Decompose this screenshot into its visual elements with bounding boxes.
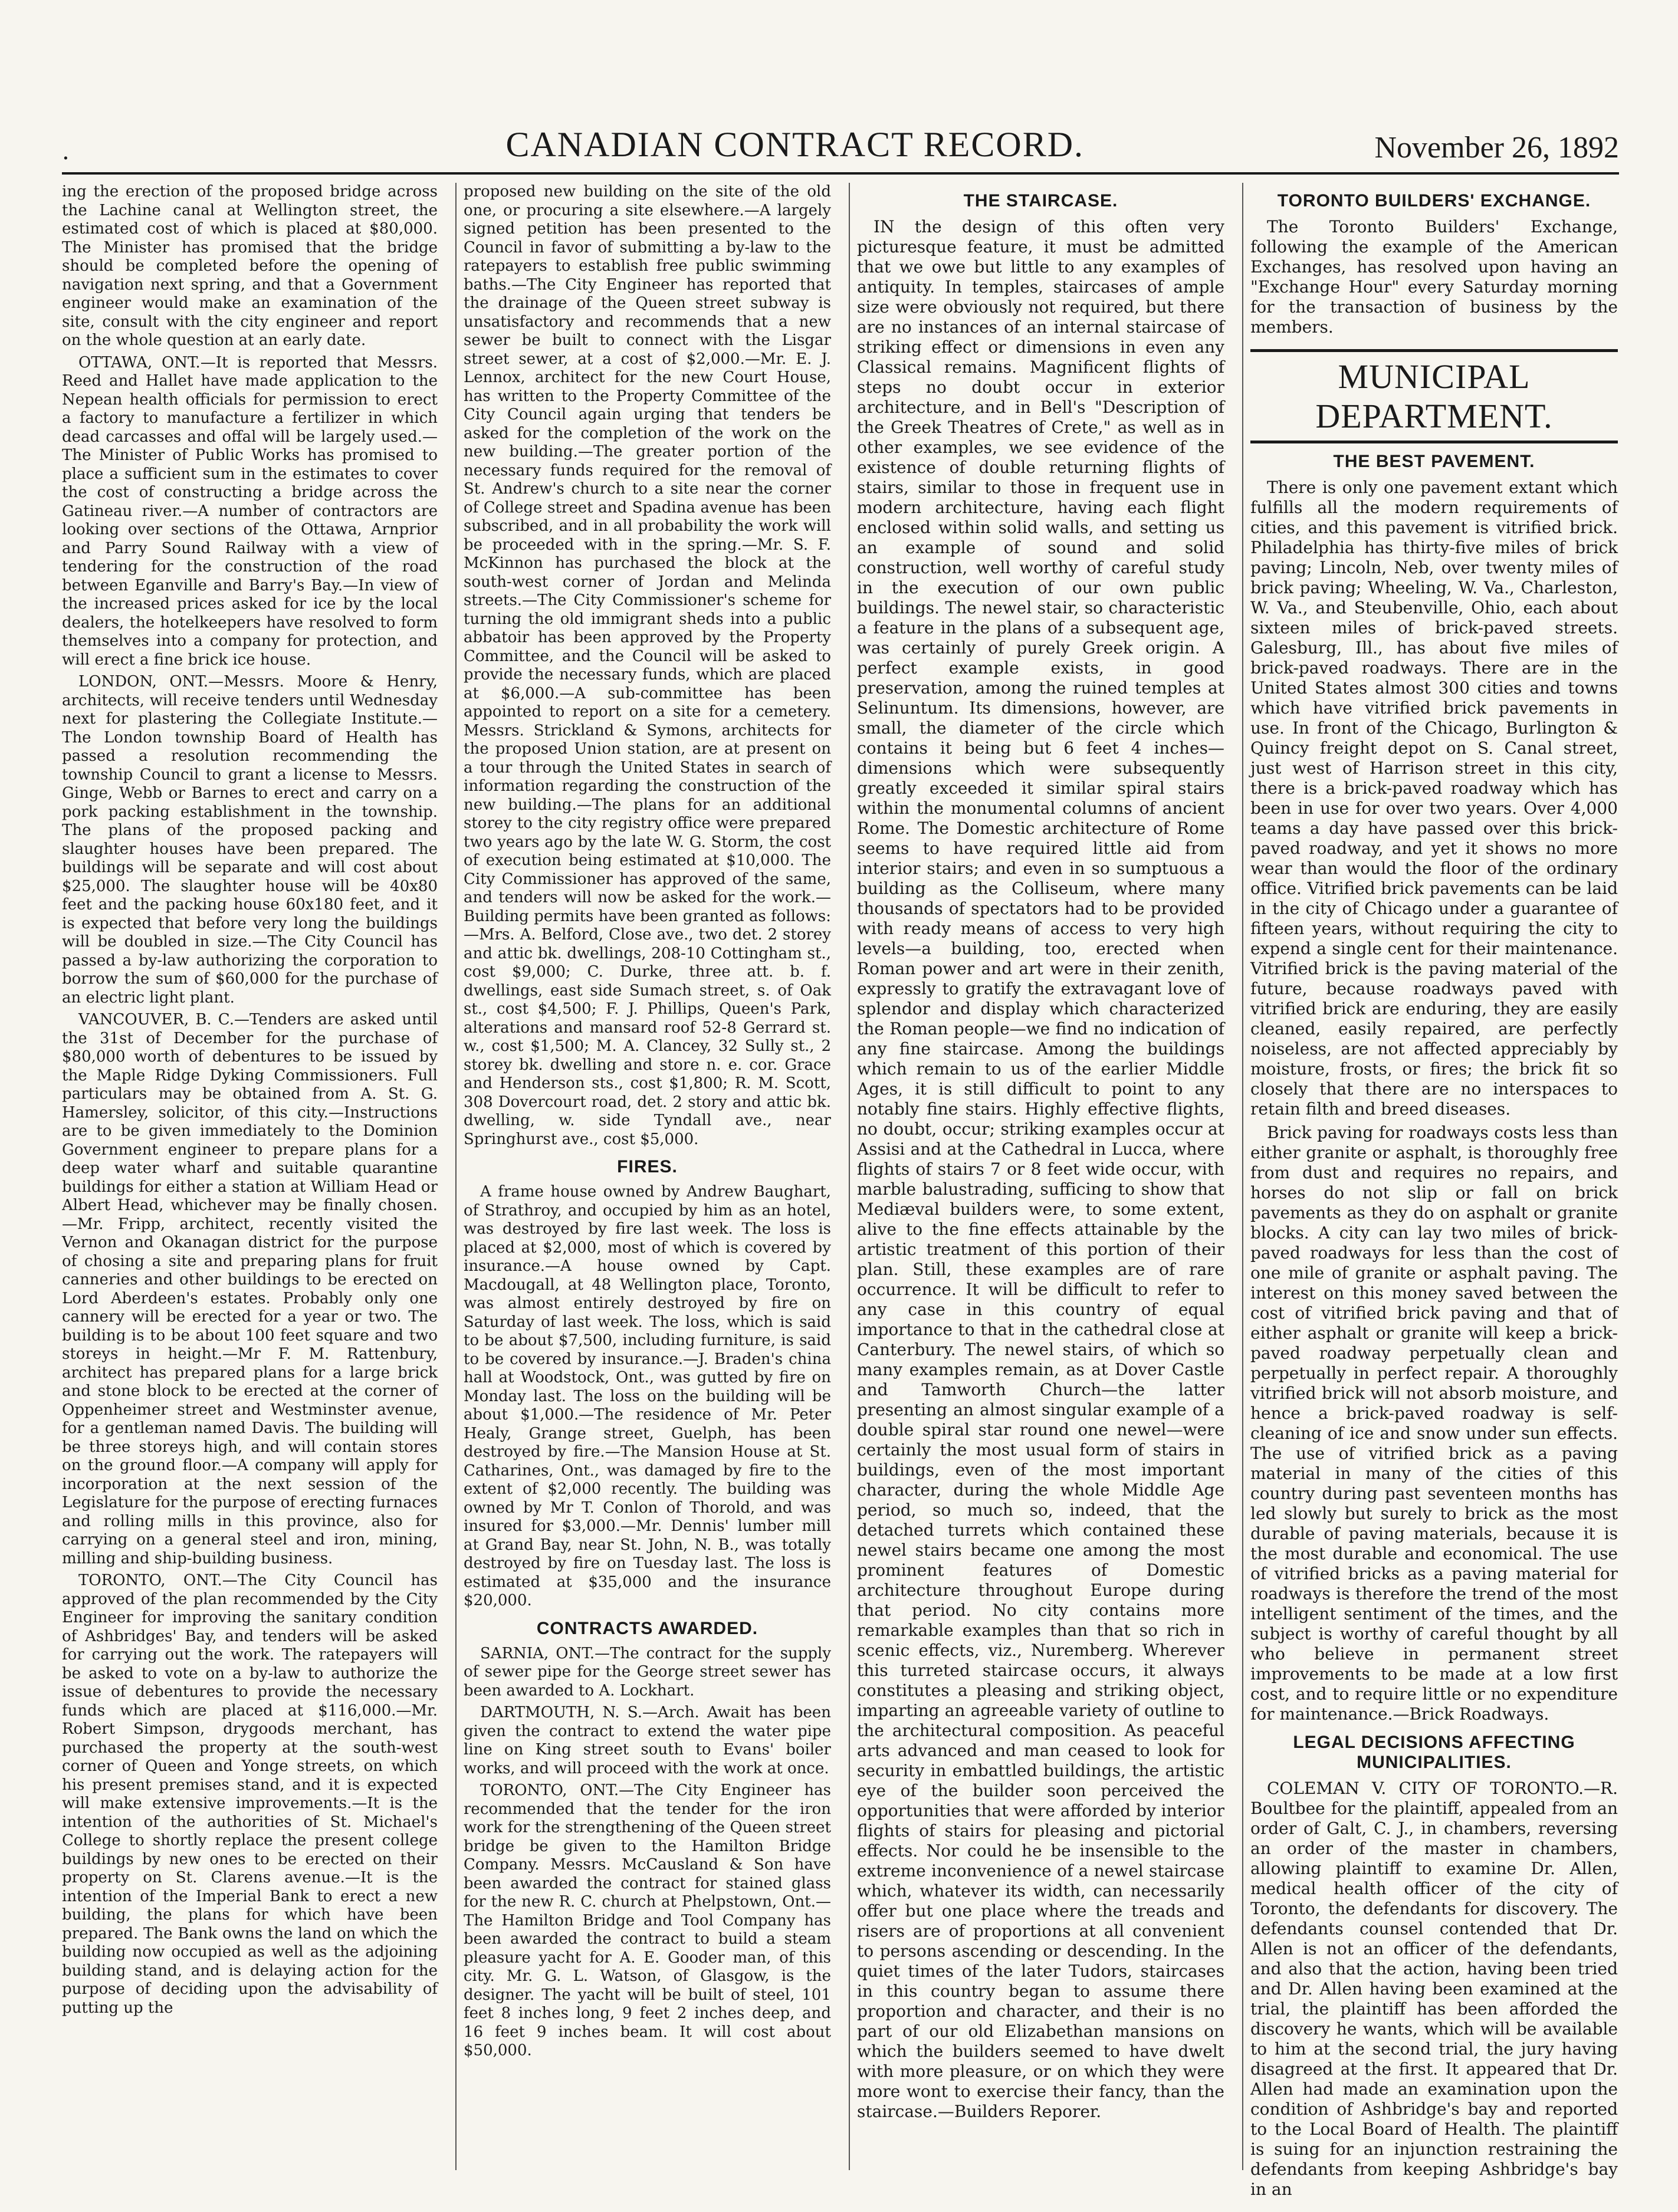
column-3 [849, 183, 1224, 2170]
article-paragraph [62, 354, 438, 670]
paragraph-text: The contract for the supply of sewer pipe for the George street sewer has been awarded to A. Lockhart. [464, 1644, 832, 1700]
article-paragraph [464, 1183, 831, 1610]
newspaper-page [62, 118, 1619, 2199]
department-banner: MUNICIPAL DEPARTMENT. [1250, 349, 1618, 443]
dateline: COLEMAN V. CITY OF TORONTO.— [1267, 1779, 1601, 1798]
paragraph-text: Arch. Await has been given the contract to extend the water pipe line on King street south to Evans' boiler works, and will proceed with the work at once. [464, 1704, 831, 1777]
masthead-dot: . [62, 138, 70, 165]
column-2 [455, 183, 831, 2170]
paragraph-text: ing the erection of the proposed bridge across the Lachine canal at Wellington street, the estimated cost of which is placed at $80,000. The Minister has promised that the bridge should be completed before the opening of navigation next spring, and that a Government engineer would make an examination of the site, consult with the city engineer and report on the whole question at an early date. [62, 183, 438, 349]
section-heading: FIRES. [617, 1157, 678, 1176]
section-heading: THE STAIRCASE. [963, 191, 1118, 211]
paragraph-text: It is reported that Messrs. Reed and Hallet have made application to the Nepean health officials for permission to erect a factory to manufacture a fertilizer in which dead carcasses and offal will be largely used.—The Minister of Public Works has promised to place a sufficient sum in the estimates to cover the cost of constructing a bridge across the Gatineau river.—A number of contractors are looking over sections of the Ottawa, Arnprior and Parry Sound Railway with a view of tendering for the construction of the road between Eganville and Barry's Bay.—In view of the increased prices asked for ice by the local dealers, the hotelkeepers have resolved to form themselves into a company for protection, and will erect a fine brick ice house. [62, 353, 438, 669]
dateline: TORONTO, ONT.— [480, 1782, 635, 1799]
section-heading: CONTRACTS AWARDED. [536, 1618, 758, 1638]
paragraph-text: The Toronto Builders' Exchange, following the example of the American Exchanges, has resolved upon having an "Exchange Hour" every Saturday morning for the transaction of business by the members. [1250, 217, 1618, 337]
paragraph-text: proposed new building on the site of the old one, or procuring a site elsewhere.—A largely signed petition has been presented to the Council in favor of submitting a by-law to the ratepayers to establish free public swimming baths.—The City Engineer has reported that the drainage of the Queen street subway is unsatisfactory and recommends that a new sewer be built to connect with the Lisgar street sewer, at a cost of $2,000.—Mr. E. J. Lennox, architect for the new Court House, has written to the Property Committee of the City Council again urging that tenders be asked for the completion of the work on the new building.—The greater portion of the necessary funds required for the removal of St. Andrew's church to a site near the corner of College street and Spadina avenue has been subscribed, and in all probability the work will be proceeded with in the spring.—Mr. S. F. McKinnon has purchased the block at the south-west corner of Jordan and Melinda streets.—The City Commissioner's scheme for turning the old immigrant sheds into a public abbatoir has been approved by the Property Committee, and the Council will be asked to provide the necessary funds, which are placed at $6,000.—A sub-committee has been appointed to report on a site for a cemetery. Messrs. Strickland & Symons, architects for the proposed Union station, are at present on a tour through the United States in search of information regarding the construction of the new building.—The plans for an additional storey to the city registry office were prepared two years ago by the late W. G. Storm, the cost of execution being estimated at $10,000. The City Commissioner has approved of the same, and tenders will now be asked for the work.—Building permits have been granted as follows:—Mrs. A. Belford, Close ave., two det. 2 storey and attic bk. dwellings, 208-10 Cottingham st., cost $9,000; C. Durke, three att. b. f. dwellings, east side Sumach street, s. of Oak st., cost $4,500; F. J. Phillips, Queen's Park, alterations and mansard roof 52-8 Gerrard st. w., cost $1,500; M. A. Clancey, 32 Sully st., 2 storey bk. dwelling and store n. e. cor. Grace and Henderson sts., cost $1,800; R. M. Scott, 308 Dovercourt road, det. 2 story and attic bk. dwelling, w. side Tyndall ave., near Springhurst ave., cost $5,000. [464, 183, 831, 1148]
masthead-rule [62, 172, 1619, 175]
paragraph-text: R. Boultbee for the plaintiff, appealed from an order of Galt, C. J., in chambers, reversing an order of the master in chambers, allowing plaintiff to examine Dr. Allen, medical health officer of the city of Toronto, the defendants for discovery. The defendants counsel contended that Dr. Allen is not an officer of the defendants, and also that the action, having been tried and Dr. Allen having been examined at the trial, the plaintiff has been afforded the discovery he wants, which will be available to him at the second trial, the jury having disagreed at the first. It appeared that Dr. Allen had made an examination upon the condition of Ashbridge's bay and reported to the Local Board of Health. The plaintiff is suing for an injunction restraining the defendants from keeping Ashbridge's bay in an [1250, 1779, 1618, 2199]
article-paragraph [857, 217, 1224, 2122]
dateline: DARTMOUTH, N. S.— [480, 1704, 658, 1721]
article-paragraph [1250, 217, 1618, 337]
paragraph-text: IN the design of this often very picturesque feature, it must be admitted that we owe but little to any examples of antiquity. In temples, staircases of ample size were obviously not required, but there are no instances of an internal staircase of striking effect or dimensions in even any Classical remains. Magnificent flights of steps no doubt occur in exterior architecture, and in Bell's "Description of the Greek Theatres of Crete," as well as in other examples, we see evidence of the existence of double returning flights of stairs, similar to those in frequent use in modern architecture, having each flight enclosed within solid walls, and setting us an example of sound and solid construction, well worthy of careful study in the execution of our own public buildings. The newel stair, so characteristic a feature in the plans of a subsequent age, was certainly of purely Greek origin. A perfect example exists, in good preservation, among the ruined temples at Selinuntum. Its dimensions, however, are small, the diameter of the circle which contains it being but 6 feet 4 inches—dimensions which were subsequently greatly exceeded it similar spiral stairs within the monumental columns of ancient Rome. The Domestic architecture of Rome seems to have required little aid from interior stairs; and even in so sumptuous a building as the Colliseum, where many thousands of spectators had to be provided with ready means of access to very high levels—a building, too, erected when Roman power and art were in their zenith, expressly to gratify the extravagant love of splendor and display which characterized the Roman people—we find no indication of any fine staircase. Among the buildings which remain to us of the earlier Middle Ages, it is still difficult to point to any notably fine stairs. Highly effective flights, no doubt, occur; striking examples occur at Assisi and at the Cathedral in Lucca, where flights of stairs 7 or 8 feet wide occur, with marble balustrading, sufficing to show that Mediæval builders were, to some extent, alive to the fine effects attainable by the artistic treatment of this portion of their plan. Still, these examples are of rare occurrence. It will be difficult to refer to any case in this country of equal importance to that in the cathedral close at Canterbury. The newel stairs, of which so many examples remain, as at Dover Castle and Tamworth Church—the latter presenting an almost singular example of a double spiral star round one newel—were certainly the most usual form of stairs in buildings, even of the most important character, during the whole Middle Age period, so much so, indeed, that the detached turrets which contained these newel stairs became one among the most prominent features of Domestic architecture throughout Europe during that period. No city contains more remarkable examples than that so rich in scenic effects, viz., Nuremberg. Wherever this turreted staircase occurs, it always constitutes a pleasing and striking object, imparting an agreeable variety of outline to the architectural composition. As peaceful arts advanced and man ceased to look for security in embattled buildings, the artistic eye of the builder soon perceived the opportunities that were afforded by interior flights of stairs for pleasing and pictorial effects. Nor could he be insensible to the extreme inconvenience of a newel staircase which, whatever its width, can necessarily offer but one place where the treads and risers are of proportions at all convenient to persons ascending or descending. In the quiet times of the later Tudors, staircases in this country began to assume there proportion and character, and their is no part of our old Elizabethan mansions on which the builders seemed to have dwelt with more pleasure, or on which they were more wont to exercise their fancy, than the staircase.—Builders Reporer. [857, 217, 1224, 2121]
paragraph-text: Tenders are asked until the 31st of December for the purchase of $80,000 worth of debentures to be issued by the Maple Ridge Dyking Commissioners. Full particulars may be obtained from A. St. G. Hamersley, solicitor, of this city.—Instructions are to be given immediately to the Dominion Government engineer to prepare plans for a deep water wharf and suitable quarantine buildings for either a station at William Head or Albert Head, whichever may be finally chosen.—Mr. Fripp, architect, recently visited the Vernon and Okanagan district for the purpose of chosing a site and preparing plans for fruit canneries and other buildings to be erected on Lord Aberdeen's estates. Probably only one cannery will be erected for a year or two. The building is to be about 100 feet square and two storeys in height.—Mr F. M. Rattenbury, architect has prepared plans for a large brick and stone block to be erected at the corner of Oppenheimer street and Westminster avenue, for a gentleman named Davis. The building will be three storeys high, and will contain stores on the ground floor.—A company will apply for incorporation at the next session of the Legislature for the purpose of erecting furnaces and rolling mills in this province, also for carrying on a general steel and iron, mining, milling and ship-building business. [62, 1011, 438, 1567]
masthead [62, 118, 1619, 165]
article-paragraph [464, 183, 831, 1149]
article-paragraph [62, 673, 438, 1007]
article-paragraph [1250, 478, 1618, 1119]
dateline: VANCOUVER, B. C.— [78, 1011, 250, 1028]
paragraph-text: There is only one pavement extant which fulfills all the modern requirements of cities, and this pavement is vitrified brick. Philadelphia has thirty-five miles of brick paving; Lincoln, Neb, over twenty miles of brick paving; Wheeling, W. Va., Charleston, W. Va., and Steubenville, Ohio, each about sixteen miles of brick-paved streets. Galesburg, Ill., has about five miles of brick-paved roadways. There are in the United States almost 300 cities and towns which have vitrified brick pavements in use. In front of the Chicago, Burlington & Quincy freight depot on S. Canal street, just west of Harrison street in this city, there is a brick-paved roadway which has been in use for over two years. Over 4,000 teams a day have passed over this brick-paved roadway, and yet it shows no more wear than would the floor of the ordinary office. Vitrified brick pavements can be laid in the city of Chicago under a guarantee of fifteen years, without requiring the city to expend a single cent for their maintenance. Vitrified brick is the paving material of the future, because roadways paved with vitrified brick are enduring, they are easily cleaned, easily repaired, are perfectly noiseless, are not affected appreciably by moisture, frosts, or fires; the brick fit so closely that there are no interspaces to retain filth and breed diseases. [1250, 478, 1618, 1119]
paragraph-text: Brick paving for roadways costs less than either granite or asphalt, is thoroughly free from dust and requires no repairs, and horses do not slip or fall on brick pavements as they do on asphalt or granite blocks. A city can lay two miles of brick-paved roadways for less than the cost of one mile of granite or asphalt paving. The interest on this money saved between the cost of vitrified brick paving and that of either asphalt or granite will keep a brick-paved roadway perpetually clean and perpetually in perfect repair. A thoroughly vitrified brick will not absorb moisture, and hence a brick-paved roadway is self-cleaning of ice and snow under sun effects. The use of vitrified brick as a paving material in many of the cities of this country during past seventeen months has led slowly but surely to brick as the most durable of paving materials, because it is the most durable and economical. The use of vitrified bricks as a paving material for roadways is therefore the trend of the most intelligent sentiment of the times, and the subject is worthy of careful thought by all who believe in permanent street improvements to be made at a low first cost, and to require little or no expenditure for maintenance.—Brick Roadways. [1250, 1123, 1618, 1724]
section-heading: TORONTO BUILDERS' EXCHANGE. [1277, 191, 1591, 211]
column-1 [62, 183, 438, 2170]
paragraph-text: The City Council has approved of the plan recommended by the City Engineer for improving the sanitary condition of Ashbridges' Bay, and tenders will be asked for carrying out the work. The ratepayers will be asked to vote on a by-law to authorize the issue of debentures to provide the necessary funds which are placed at $116,000.—Mr. Robert Simpson, drygoods merchant, has purchased the property at the south-west corner of Queen and Yonge streets, on which his present premises stand, and it is expected will make extensive improvements.—It is the intention of the authorities of St. Michael's College to shortly replace the present college buildings by new ones to be erected on their property on St. Clarens avenue.—It is the intention of the Imperial Bank to erect a new building, the plans for which have been prepared. The Bank owns the land on which the building now occupied as well as the adjoining building stand, and is delaying action for the purpose of deciding upon the advisability of putting up the [62, 1572, 438, 2017]
dateline: LONDON, ONT.— [78, 673, 224, 691]
article-paragraph [62, 1011, 438, 1568]
section-heading: THE BEST PAVEMENT. [1333, 452, 1535, 471]
article-paragraph [464, 1782, 831, 2060]
paragraph-text: A frame house owned by Andrew Baughart, of Strathroy, and occupied by him as an hotel, was destroyed by fire last week. The loss is placed at $2,000, most of which is covered by insurance.—A house owned by Capt. Macdougall, at 48 Wellington place, Toronto, was almost entirely destroyed by fire on Saturday of last week. The loss, which is said to be about $7,500, including furniture, is said to be covered by insurance.—J. Braden's china hall at Woodstock, Ont., was gutted by fire on Monday last. The loss on the building will be about $1,000.—The residence of Mr. Peter Healy, Grange street, Guelph, has been destroyed by fire.—The Mansion House at St. Catharines, Ont., was damaged by fire to the extent of $2,000 recently. The building was owned by Mr T. Conlon of Thorold, and was insured for $3,000.—Mr. Dennis' lumber mill at Grand Bay, near St. John, N. B., was totally destroyed by fire on Tuesday last. The loss is estimated at $35,000 and the insurance $20,000. [464, 1183, 831, 1609]
publication-title: CANADIAN CONTRACT RECORD. [505, 125, 1085, 164]
column-4 [1242, 183, 1618, 2199]
article-paragraph [1250, 1779, 1618, 2200]
article-paragraph [1250, 1123, 1618, 1724]
dateline: OTTAWA, ONT.— [78, 353, 216, 372]
paragraph-text: Messrs. Moore & Henry, architects, will receive tenders until Wednesday next for plastering the Collegiate Institute.—The London township Board of Health has passed a resolution recommending the township Council to grant a license to Messrs. Ginge, Webb or Barnes to erect and carry on a pork packing establishment in the township. The plans of the proposed packing and slaughter houses have been prepared. The buildings will be separate and will cost about $25,000. The slaughter house will be 40x80 feet and the packing house 60x180 feet, and it is expected that before very long the buildings will be doubled in size.—The City Council has passed a by-law authorizing the corporation to borrow the sum of $60,000 for the purchase of an electric light plant. [62, 673, 438, 1007]
article-paragraph [62, 183, 438, 350]
dateline: SARNIA, ONT.— [480, 1644, 610, 1662]
article-paragraph [464, 1645, 831, 1701]
paragraph-text: The City Engineer has recommended that the tender for the iron work for the strengthening of the Queen street bridge be given to the Hamilton Bridge Company. Messrs. McCausland & Son have been awarded the contract for stained glass for the new R. C. church at Phelpstown, Ont.—The Hamilton Bridge and Tool Company has been awarded the contract to build a steam pleasure yacht for A. E. Gooder man, of this city. Mr. G. L. Watson, of Glasgow, is the designer. The yacht will be built of steel, 101 feet 8 inches long, 9 feet 2 inches deep, and 16 feet 9 inches beam. It will cost about $50,000. [464, 1782, 831, 2059]
article-paragraph [62, 1572, 438, 2017]
section-heading: LEGAL DECISIONS AFFECTING MUNICIPALITIES. [1293, 1733, 1575, 1772]
dateline: TORONTO, ONT.— [78, 1572, 238, 1589]
article-columns [62, 183, 1619, 2199]
article-paragraph [464, 1704, 831, 1778]
issue-date: November 26, 1892 [1374, 131, 1619, 165]
